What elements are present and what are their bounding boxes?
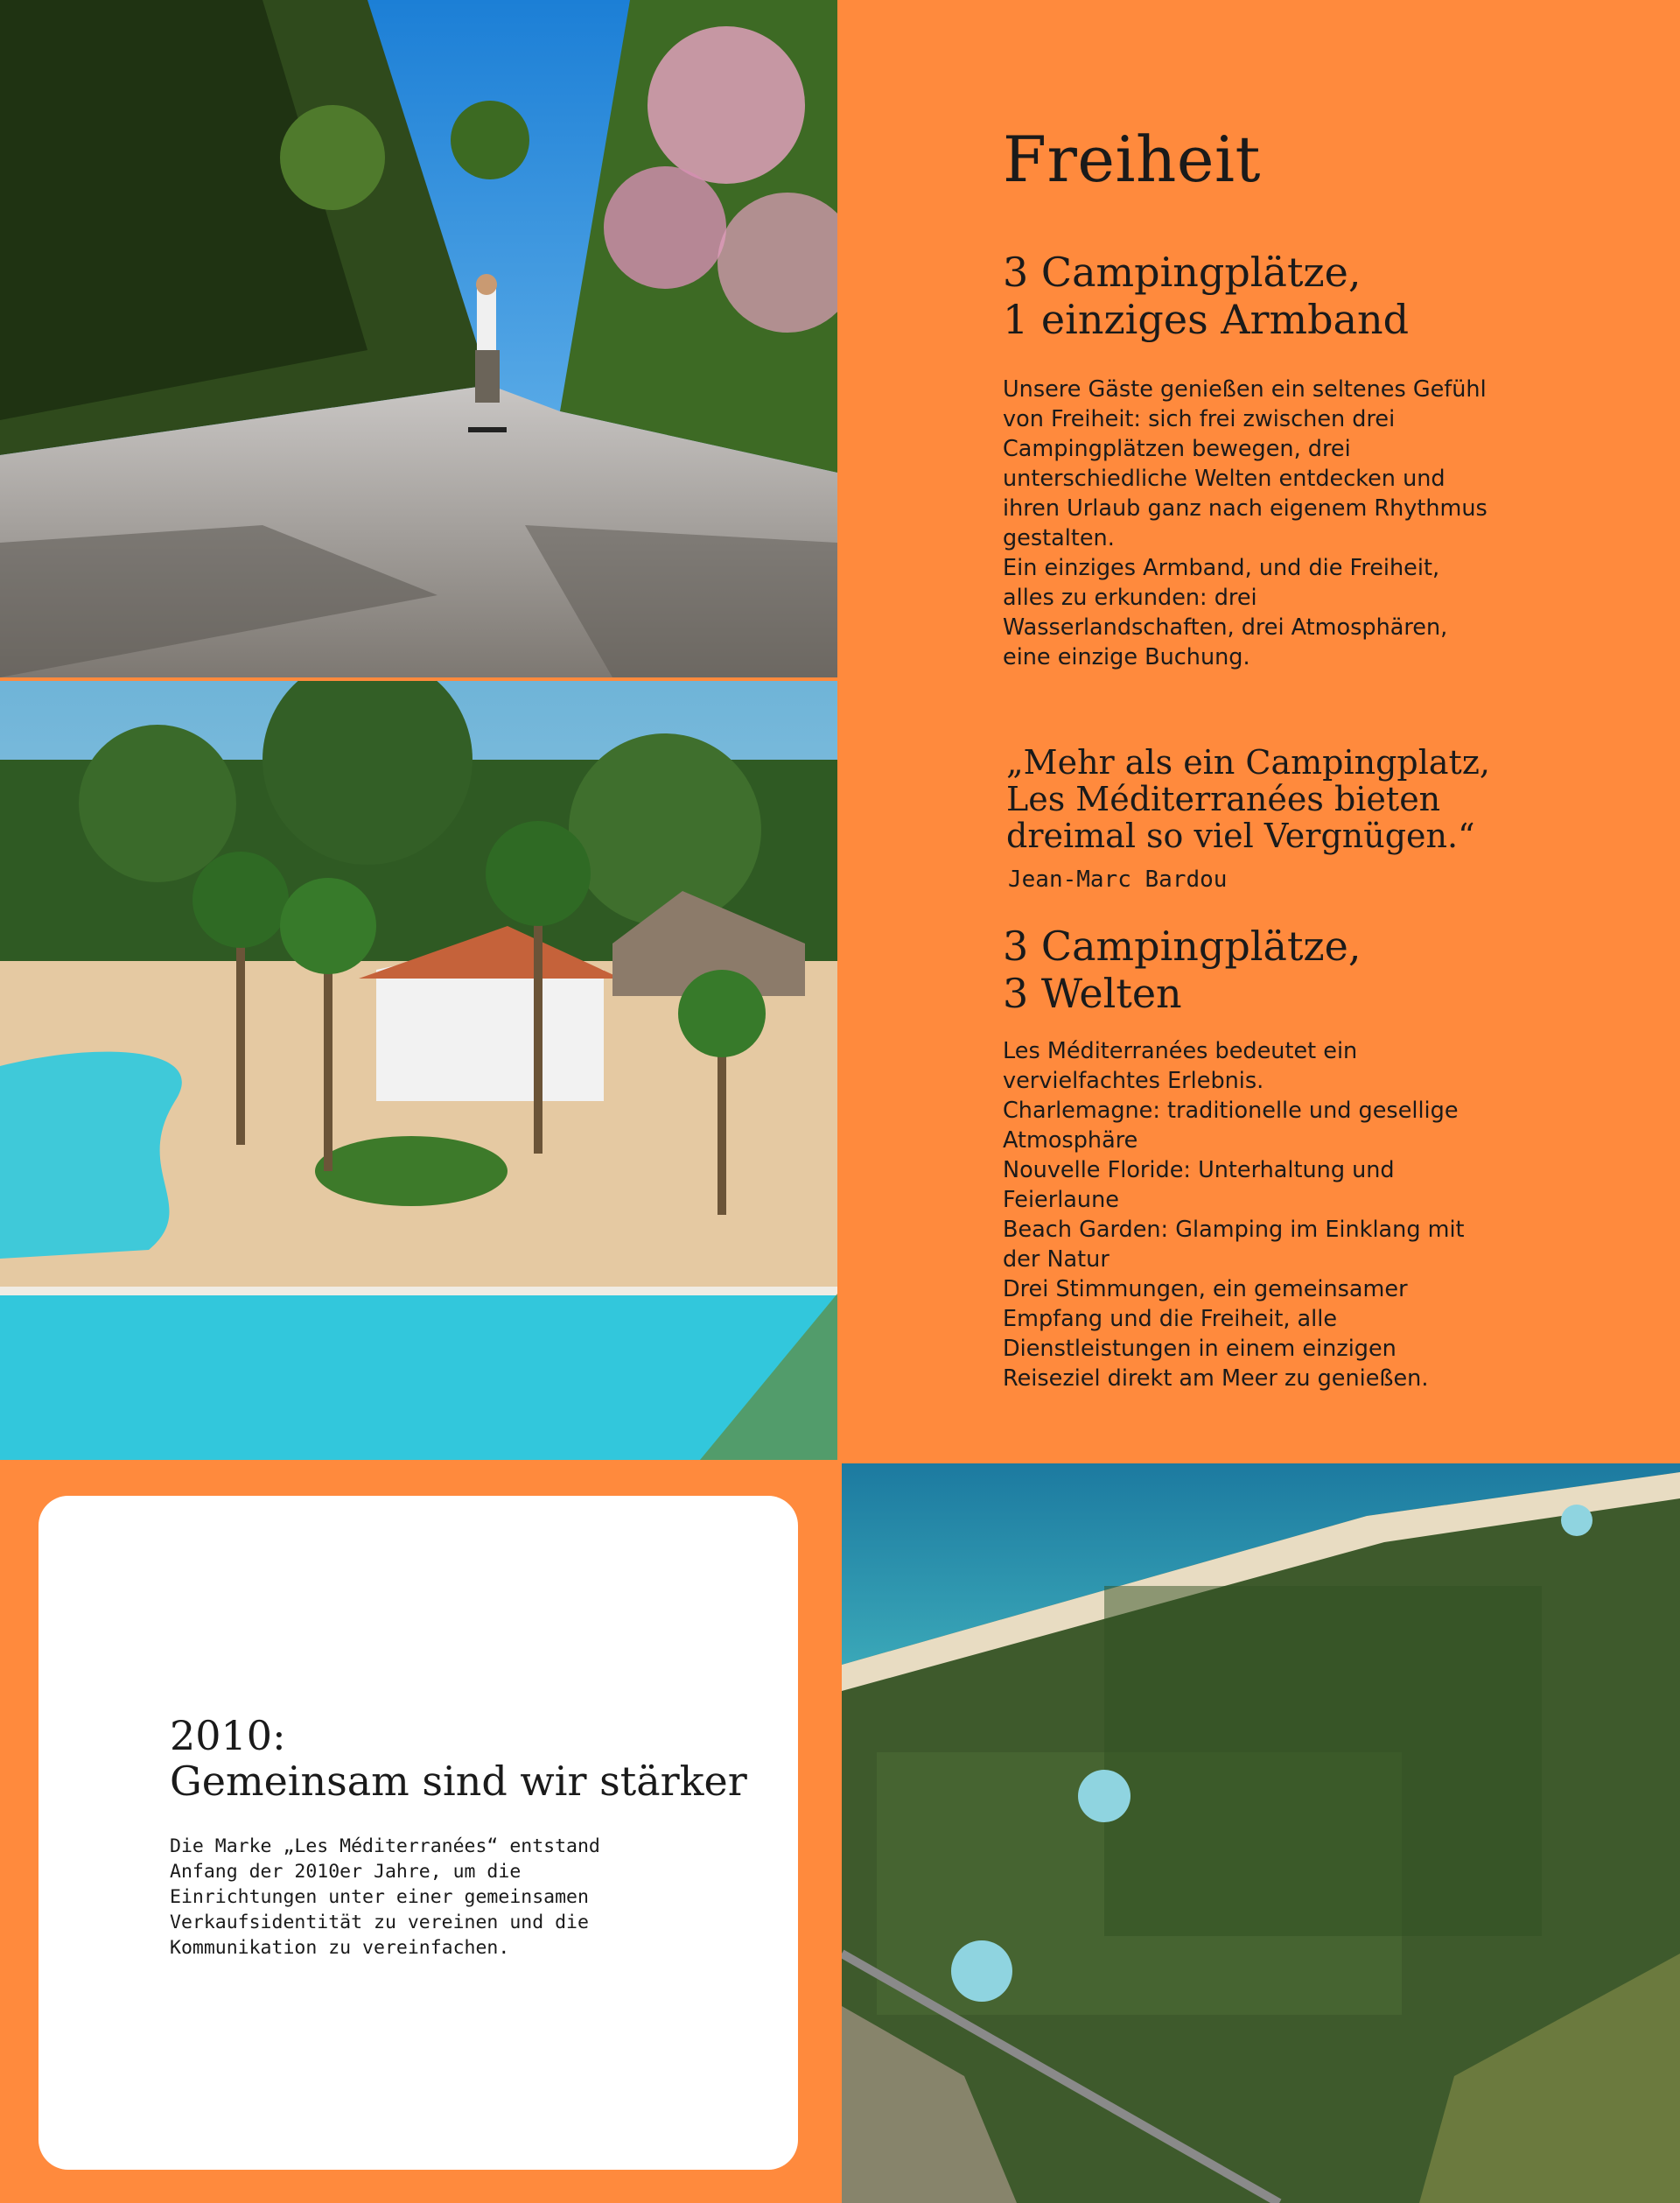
card-title: 2010: Gemeinsam sind wir stärker bbox=[170, 1712, 747, 1805]
section-body-armband: Unsere Gäste genießen ein seltenes Gefühl von Freiheit: sich frei zwischen drei Campingplätzen bewegen, drei unterschiedliche Welten entdecken und ihren Urlaub ganz nach eigenem Rhythmus gestalten. Ein einziges Armband, und die Freiheit, alles zu erkunden: drei Wasserlandschaften, drei Atmosphären, eine einzige Buchung. bbox=[1003, 376, 1488, 670]
history-card bbox=[38, 1496, 798, 2170]
quote-text: „Mehr als ein Campingplatz, Les Méditerranées bieten dreimal so viel Vergnügen.“ bbox=[1006, 743, 1490, 855]
photo-skateboarder-road bbox=[0, 0, 837, 677]
card-body: Die Marke „Les Méditerranées“ entstand Anfang der 2010er Jahre, um die Einrichtungen unter einer gemeinsamen Verkaufsidentität zu vereinen und die Kommunikation zu vereinfachen. bbox=[170, 1835, 600, 1959]
section-heading-welten: 3 Campingplätze, 3 Welten bbox=[1003, 923, 1362, 1017]
photo-aerial-coast bbox=[842, 1463, 1680, 2203]
page-title: Freiheit bbox=[1003, 123, 1261, 196]
section-body-welten: Les Méditerranées bedeutet ein vervielfachtes Erlebnis. Charlemagne: traditionelle und gesellige Atmosphäre Nouvelle Floride: Unterhaltung und Feierlaune Beach Garden: Glamping im Einklang mit der Natur Drei Stimmungen, ein gemeinsamer Empfang und die Freiheit, alle Dienstleistungen in einem einzigen Reiseziel direkt am Meer zu genießen. bbox=[1003, 1038, 1465, 1392]
quote-author: Jean-Marc Bardou bbox=[1008, 866, 1228, 893]
photo-pool-area bbox=[0, 681, 837, 1460]
section-heading-armband: 3 Campingplätze, 1 einziges Armband bbox=[1003, 249, 1410, 343]
